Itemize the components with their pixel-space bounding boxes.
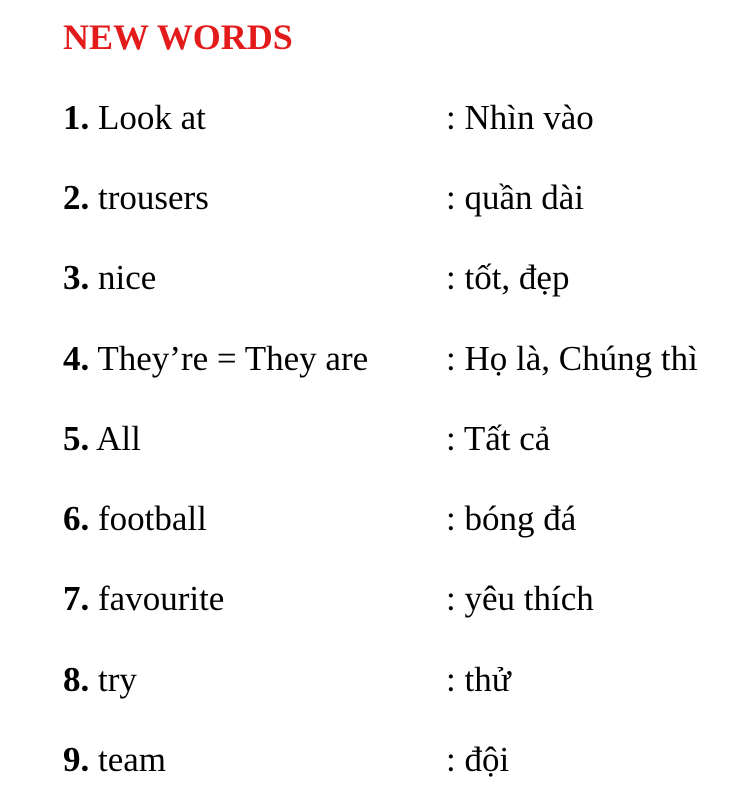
word-meaning: : đội xyxy=(446,740,510,779)
list-item xyxy=(0,417,743,461)
word-text: try xyxy=(98,660,137,699)
word-meaning: : thử xyxy=(446,660,511,699)
word-meaning: : Họ là, Chúng thì xyxy=(446,339,698,378)
item-number: 9. xyxy=(63,740,90,779)
word-text: team xyxy=(98,740,167,779)
item-number: 8. xyxy=(63,660,90,699)
page-title: NEW WORDS xyxy=(63,17,293,57)
word-term xyxy=(63,417,141,461)
word-meaning: : yêu thích xyxy=(446,579,594,618)
word-meaning: : tốt, đẹp xyxy=(446,258,570,297)
list-item xyxy=(0,176,743,220)
word-term xyxy=(63,658,137,702)
word-meaning: : quần dài xyxy=(446,178,585,217)
list-item xyxy=(0,96,743,140)
word-term xyxy=(63,96,206,140)
word-term xyxy=(63,176,209,220)
list-item xyxy=(0,256,743,300)
word-text: Look at xyxy=(98,98,206,137)
item-number: 6. xyxy=(63,499,90,538)
word-term xyxy=(63,497,207,541)
word-meaning: : Nhìn vào xyxy=(446,98,594,137)
word-text: favourite xyxy=(98,579,225,618)
word-term xyxy=(63,738,166,782)
list-item xyxy=(0,577,743,621)
word-text: They’re = They are xyxy=(97,339,369,378)
item-number: 7. xyxy=(63,579,90,618)
word-meaning: : Tất cả xyxy=(446,419,551,458)
item-number: 5. xyxy=(63,419,90,458)
word-term xyxy=(63,577,224,621)
item-number: 2. xyxy=(63,178,90,217)
word-text: football xyxy=(98,499,207,538)
list-item xyxy=(0,497,743,541)
word-meaning: : bóng đá xyxy=(446,499,577,538)
item-number: 3. xyxy=(63,258,90,297)
list-item xyxy=(0,738,743,782)
word-text: trousers xyxy=(98,178,209,217)
word-term xyxy=(63,337,368,381)
list-item xyxy=(0,658,743,702)
word-text: nice xyxy=(98,258,157,297)
item-number: 4. xyxy=(63,339,90,378)
list-item xyxy=(0,337,743,381)
word-term xyxy=(63,256,156,300)
word-text: All xyxy=(96,419,141,458)
item-number: 1. xyxy=(63,98,90,137)
